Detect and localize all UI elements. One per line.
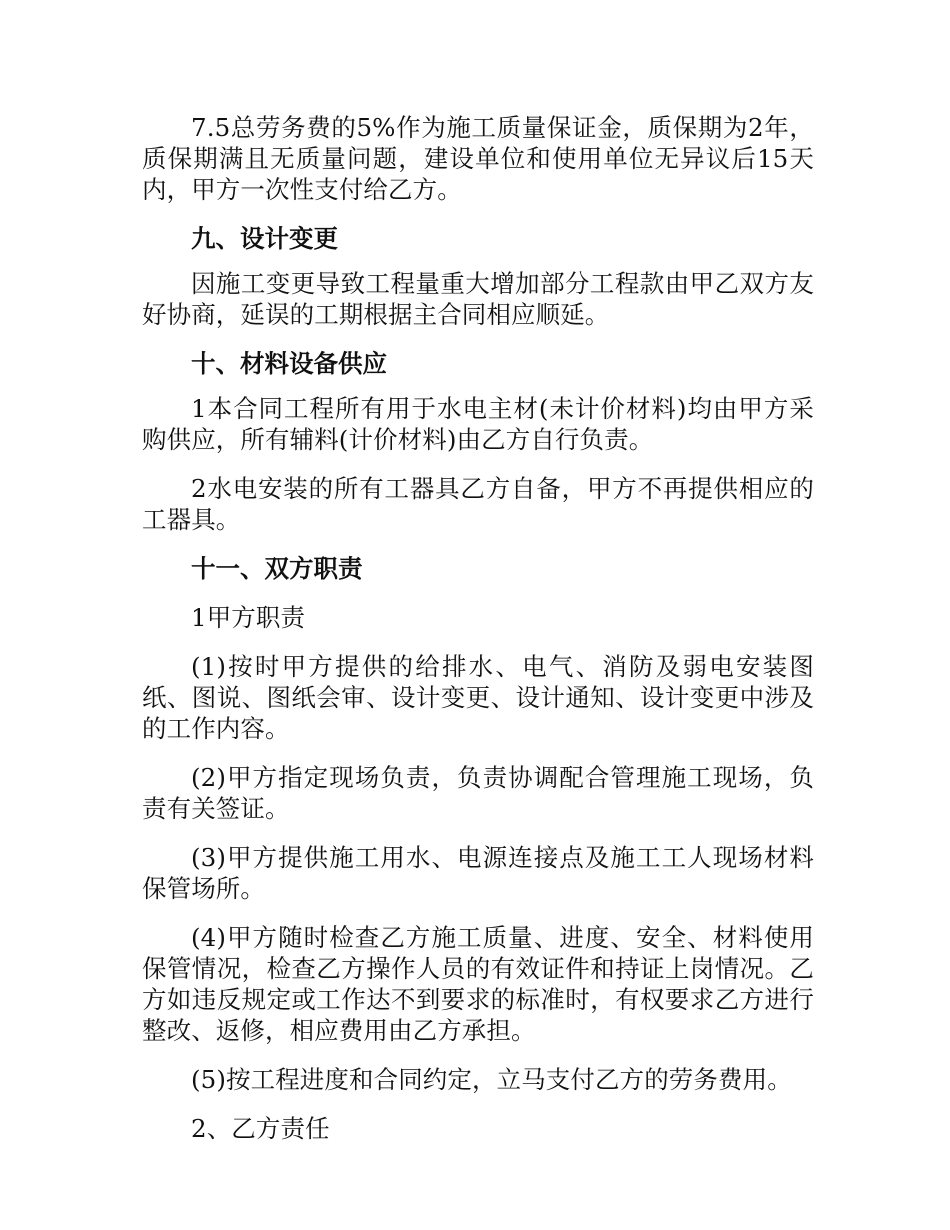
document-body (142, 112, 814, 1144)
paragraph-11-2: 2、乙方责任 (191, 1114, 330, 1143)
paragraph-10-2: 2水电安装的所有工器具乙方自备，甲方不再提供相应的工器具。 (142, 474, 814, 534)
section-heading-11: 十一、双方职责 (191, 554, 363, 583)
paragraph-11-1-1: (1)按时甲方提供的给排水、电气、消防及弱电安装图纸、图说、图纸会审、设计变更、设计通知、设计变更中涉及的工作内容。 (142, 652, 814, 743)
section-heading-9: 九、设计变更 (191, 224, 338, 253)
paragraph-9: 因施工变更导致工程量重大增加部分工程款由甲乙双方友好协商，延误的工期根据主合同相应顺延。 (142, 269, 814, 329)
paragraph-10-1: 1本合同工程所有用于水电主材(未计价材料)均由甲方采购供应，所有辅料(计价材料)由乙方自行负责。 (142, 394, 814, 454)
paragraph-7-5: 7.5总劳务费的5%作为施工质量保证金，质保期为2年，质保期满且无质量问题，建设单位和使用单位无异议后15天内，甲方一次性支付给乙方。 (142, 113, 814, 204)
section-heading-10: 十、材料设备供应 (191, 349, 387, 378)
paragraph-11-1-5: (5)按工程进度和合同约定，立马支付乙方的劳务费用。 (191, 1065, 792, 1094)
paragraph-11-1-4: (4)甲方随时检查乙方施工质量、进度、安全、材料使用保管情况，检查乙方操作人员的有效证件和持证上岗情况。乙方如违反规定或工作达不到要求的标准时，有权要求乙方进行整改、返修，相应费用由乙方承担。 (142, 923, 814, 1045)
paragraph-11-1-2: (2)甲方指定现场负责，负责协调配合管理施工现场，负责有关签证。 (142, 763, 814, 823)
paragraph-11-1: 1甲方职责 (191, 603, 306, 632)
paragraph-11-1-3: (3)甲方提供施工用水、电源连接点及施工工人现场材料保管场所。 (142, 843, 814, 903)
